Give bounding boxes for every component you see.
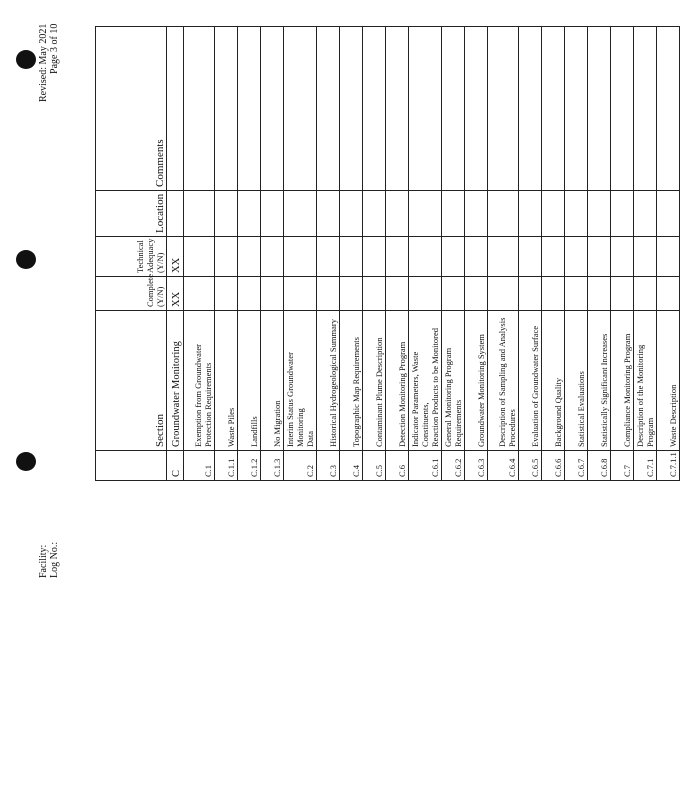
- row-code: C.1: [184, 451, 215, 481]
- row-code: C.5: [363, 451, 386, 481]
- row-complete: [284, 277, 317, 311]
- table-row: [488, 27, 519, 481]
- row-section-line: Exemption from Groundwater: [193, 344, 203, 447]
- row-technical: [588, 237, 611, 277]
- row-code: C.1.1: [215, 451, 238, 481]
- checklist-table: [95, 26, 680, 481]
- row-complete: [488, 277, 519, 311]
- table-row: [565, 27, 588, 481]
- row-location: [611, 191, 634, 237]
- row-technical: [184, 237, 215, 277]
- row-comments: [386, 27, 409, 191]
- row-section: [634, 311, 657, 451]
- row-complete: [519, 277, 542, 311]
- row-technical: [611, 237, 634, 277]
- location-header: Location: [96, 191, 167, 237]
- row-code: C.7.1: [634, 451, 657, 481]
- row-comments: [409, 27, 442, 191]
- table-row: [238, 27, 261, 481]
- row-complete: [184, 277, 215, 311]
- row-comments: [317, 27, 340, 191]
- row-complete: [215, 277, 238, 311]
- row-section-line: Contaminant Plume Description: [374, 337, 384, 447]
- row-comments: [488, 27, 519, 191]
- row-technical: [657, 237, 680, 277]
- row-comments: [238, 27, 261, 191]
- row-technical: [542, 237, 565, 277]
- facility-label: Facility:: [38, 544, 49, 578]
- row-complete: [542, 277, 565, 311]
- section-header: Section: [96, 311, 167, 451]
- row-section: [363, 311, 386, 451]
- row-complete: [588, 277, 611, 311]
- row-technical: [284, 237, 317, 277]
- table-row: [465, 27, 488, 481]
- log-number-label: Log No.:: [49, 541, 60, 578]
- table-row: [588, 27, 611, 481]
- table-row: [184, 27, 215, 481]
- row-comments: [442, 27, 465, 191]
- row-code: C.6.5: [519, 451, 542, 481]
- row-section-line: Statistically Significant Increases: [599, 333, 609, 447]
- complete-header: Complete (Y/N): [96, 277, 167, 311]
- row-section-line: Interim Status Groundwater Monitoring: [285, 352, 305, 447]
- row-complete: [261, 277, 284, 311]
- row-section-line: Groundwater Monitoring System: [476, 334, 486, 447]
- row-complete: [409, 277, 442, 311]
- row-code: C.3: [317, 451, 340, 481]
- comments-header: Comments: [96, 27, 167, 191]
- row-code: C.4: [340, 451, 363, 481]
- row-section: [386, 311, 409, 451]
- row-location: [215, 191, 238, 237]
- row-location: [488, 191, 519, 237]
- row-technical: [465, 237, 488, 277]
- row-section: [565, 311, 588, 451]
- table-row: [519, 27, 542, 481]
- row-code: C.2: [284, 451, 317, 481]
- row-comments: [215, 27, 238, 191]
- revised-date: Revised: May 2021: [38, 23, 49, 102]
- table-row: [634, 27, 657, 481]
- row-technical: [442, 237, 465, 277]
- row-complete: [317, 277, 340, 311]
- row-complete: [611, 277, 634, 311]
- row-location: [363, 191, 386, 237]
- row-technical: [386, 237, 409, 277]
- row-location: [409, 191, 442, 237]
- row-technical: [261, 237, 284, 277]
- table-row: [542, 27, 565, 481]
- row-location: [565, 191, 588, 237]
- row-section: [519, 311, 542, 451]
- row-code: C.7.1.1: [657, 451, 680, 481]
- row-technical: [634, 237, 657, 277]
- row-section: [409, 311, 442, 451]
- row-location: [284, 191, 317, 237]
- table-row: [317, 27, 340, 481]
- row-section-line: No Migration: [272, 400, 282, 447]
- row-technical: [215, 237, 238, 277]
- row-section-line: Protection Requirements: [203, 362, 213, 447]
- row-comments: [465, 27, 488, 191]
- group-technical: XX: [167, 237, 184, 277]
- row-section-line: Statistical Evaluations: [576, 371, 586, 447]
- row-comments: [588, 27, 611, 191]
- row-comments: [184, 27, 215, 191]
- row-section: [442, 311, 465, 451]
- row-section: [588, 311, 611, 451]
- row-technical: [340, 237, 363, 277]
- row-code: C.6.7: [565, 451, 588, 481]
- row-location: [519, 191, 542, 237]
- row-complete: [363, 277, 386, 311]
- row-location: [588, 191, 611, 237]
- row-code: C.7: [611, 451, 634, 481]
- row-complete: [386, 277, 409, 311]
- row-section: [657, 311, 680, 451]
- row-code: C.1.3: [261, 451, 284, 481]
- row-technical: [565, 237, 588, 277]
- table-row: [409, 27, 442, 481]
- row-complete: [465, 277, 488, 311]
- row-location: [261, 191, 284, 237]
- row-technical: [519, 237, 542, 277]
- row-code: C.6.8: [588, 451, 611, 481]
- row-section: [261, 311, 284, 451]
- row-section-line: Waste Piles: [226, 407, 236, 447]
- row-complete: [657, 277, 680, 311]
- row-section-line: Waste Description: [668, 384, 678, 447]
- table-row: [386, 27, 409, 481]
- facility-block: [38, 542, 60, 578]
- technical-adequacy-header: Technical Adequacy (Y/N): [96, 237, 167, 277]
- row-section: [488, 311, 519, 451]
- table-row: [340, 27, 363, 481]
- row-comments: [565, 27, 588, 191]
- row-location: [340, 191, 363, 237]
- row-comments: [611, 27, 634, 191]
- table-row: [215, 27, 238, 481]
- row-comments: [657, 27, 680, 191]
- table-header-row: [96, 27, 167, 481]
- row-location: [184, 191, 215, 237]
- table-row: [261, 27, 284, 481]
- row-comments: [340, 27, 363, 191]
- row-code: C.6: [386, 451, 409, 481]
- row-section: [284, 311, 317, 451]
- group-row: [167, 27, 184, 481]
- row-complete: [340, 277, 363, 311]
- row-section-line: Procedures: [507, 409, 517, 447]
- row-section-line: Background Quality: [553, 377, 563, 447]
- group-complete: XX: [167, 277, 184, 311]
- row-complete: [238, 277, 261, 311]
- row-section-line: Data: [305, 430, 315, 447]
- code-header: [96, 451, 167, 481]
- row-section-line: Description of the Monitoring Program: [635, 344, 655, 447]
- row-comments: [519, 27, 542, 191]
- row-technical: [363, 237, 386, 277]
- row-comments: [542, 27, 565, 191]
- table-row: [611, 27, 634, 481]
- row-section-line: Historical Hydrogeological Summary: [328, 319, 338, 447]
- table-row: [442, 27, 465, 481]
- row-section: [611, 311, 634, 451]
- row-technical: [409, 237, 442, 277]
- row-location: [465, 191, 488, 237]
- table-row: [363, 27, 386, 481]
- table-row: [657, 27, 680, 481]
- group-title: Groundwater Monitoring: [167, 311, 184, 451]
- row-code: C.6.6: [542, 451, 565, 481]
- row-code: C.6.4: [488, 451, 519, 481]
- row-code: C.6.2: [442, 451, 465, 481]
- document-sheet: [20, 20, 678, 580]
- row-section: [238, 311, 261, 451]
- group-code: C: [167, 451, 184, 481]
- row-code: C.6.3: [465, 451, 488, 481]
- page-number: Page 3 of 10: [49, 23, 60, 74]
- row-complete: [565, 277, 588, 311]
- row-comments: [284, 27, 317, 191]
- row-section-line: Evaluation of Groundwater Surface: [530, 325, 540, 447]
- row-location: [238, 191, 261, 237]
- row-location: [442, 191, 465, 237]
- row-comments: [634, 27, 657, 191]
- row-technical: [488, 237, 519, 277]
- row-technical: [238, 237, 261, 277]
- row-section-line: Detection Monitoring Program: [397, 341, 407, 447]
- row-section: [542, 311, 565, 451]
- row-comments: [261, 27, 284, 191]
- row-code: C.1.2: [238, 451, 261, 481]
- revision-block: [38, 24, 60, 102]
- row-section-line: Reaction Products to be Monitored: [430, 328, 440, 447]
- row-location: [542, 191, 565, 237]
- row-location: [386, 191, 409, 237]
- row-section: [184, 311, 215, 451]
- row-location: [317, 191, 340, 237]
- row-section-line: Landfills: [249, 416, 259, 447]
- row-section-line: Indicator Parameters, Waste Constituents,: [410, 351, 430, 447]
- row-complete: [634, 277, 657, 311]
- row-section: [317, 311, 340, 451]
- group-comments: [167, 27, 184, 191]
- row-code: C.6.1: [409, 451, 442, 481]
- group-location: [167, 191, 184, 237]
- row-location: [634, 191, 657, 237]
- row-section-line: Description of Sampling and Analysis: [497, 317, 507, 447]
- row-technical: [317, 237, 340, 277]
- row-section-line: Compliance Monitoring Program: [622, 333, 632, 447]
- row-location: [657, 191, 680, 237]
- row-section-line: Topographic Map Requirements: [351, 337, 361, 447]
- row-complete: [442, 277, 465, 311]
- row-section: [340, 311, 363, 451]
- row-section-line: General Monitoring Program Requirements: [443, 347, 463, 447]
- table-row: [284, 27, 317, 481]
- row-comments: [363, 27, 386, 191]
- row-section: [215, 311, 238, 451]
- row-section: [465, 311, 488, 451]
